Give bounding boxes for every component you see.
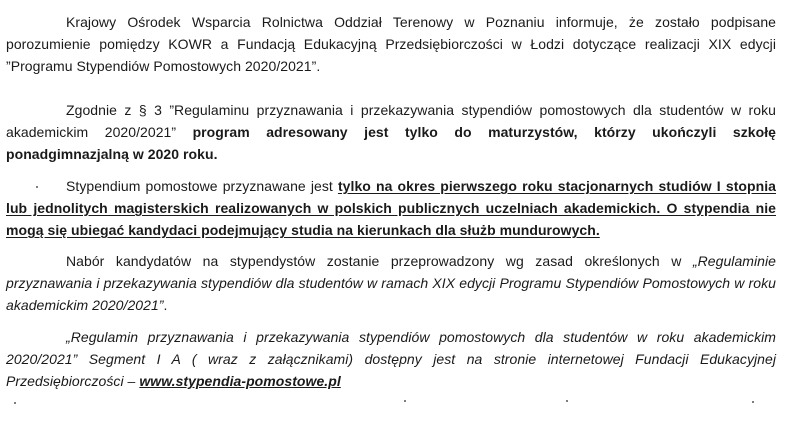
scan-speck [752, 401, 754, 403]
eligibility-intro-text: Zgodnie z § 3 ”Regulaminu przyznawania i przekazywania stypendiów pomostowych dla studentów w roku akademickim 2020/2021” [6, 102, 776, 140]
foundation-website-link[interactable]: www.stypendia-pomostowe.pl [139, 373, 341, 389]
paragraph-agreement-text: Krajowy Ośrodek Wsparcia Rolnictwa Oddział Terenowy w Poznaniu informuje, że zostało podpisane porozumienie pomiędzy KOWR a Fundacją Edukacyjną Przedsiębiorczości w Łodzi dotyczące realizacji XIX edycji ”Programu Stypendiów Pomostowych 2020/2021”. [6, 14, 776, 74]
recruitment-end-punctuation: . [163, 297, 168, 313]
recruitment-intro-text: Nabór kandydatów na stypendystów zostanie przeprowadzony wg zasad określonych w [66, 253, 693, 269]
paragraph-agreement-announcement [6, 11, 776, 77]
scan-speck [14, 402, 16, 404]
paragraph-eligibility [6, 99, 776, 165]
paragraph-scholarship-scope [6, 175, 776, 241]
scope-underlined-text: tylko na okres pierwszego roku stacjonarnych studiów I stopnia lub jednolitych magisterskich realizowanych w polskich publicznych uczelniach akademickich. O stypendia nie mogą się ubiegać kandydaci podejmujący studia na kierunkach dla służb mundurowych. [6, 178, 776, 238]
paragraph-recruitment [6, 250, 776, 316]
scope-intro-text: Stypendium pomostowe przyznawane jest [66, 178, 338, 194]
eligibility-bold-text: program adresowany jest tylko do maturzystów, którzy ukończyli szkołę ponadgimnazjalną w 2020 roku. [6, 124, 776, 162]
scan-speck [404, 400, 406, 402]
paragraph-regulation-availability [6, 326, 776, 392]
recruitment-regulation-title: „Regulaminie przyznawania i przekazywania stypendiów dla studentów w ramach XIX edycji Programu Stypendiów Pomostowych w roku akademickim 2020/2021” [6, 253, 776, 313]
scan-speck [36, 186, 38, 188]
scan-speck [566, 400, 568, 402]
regulation-availability-text: „Regulamin przyznawania i przekazywania stypendiów pomostowych dla studentów w roku akademickim 2020/2021” Segment I A ( wraz z załącznikami) dostępny jest na stronie internetowej Fundacji Edukacyjnej Przedsiębiorczości – [6, 329, 776, 389]
